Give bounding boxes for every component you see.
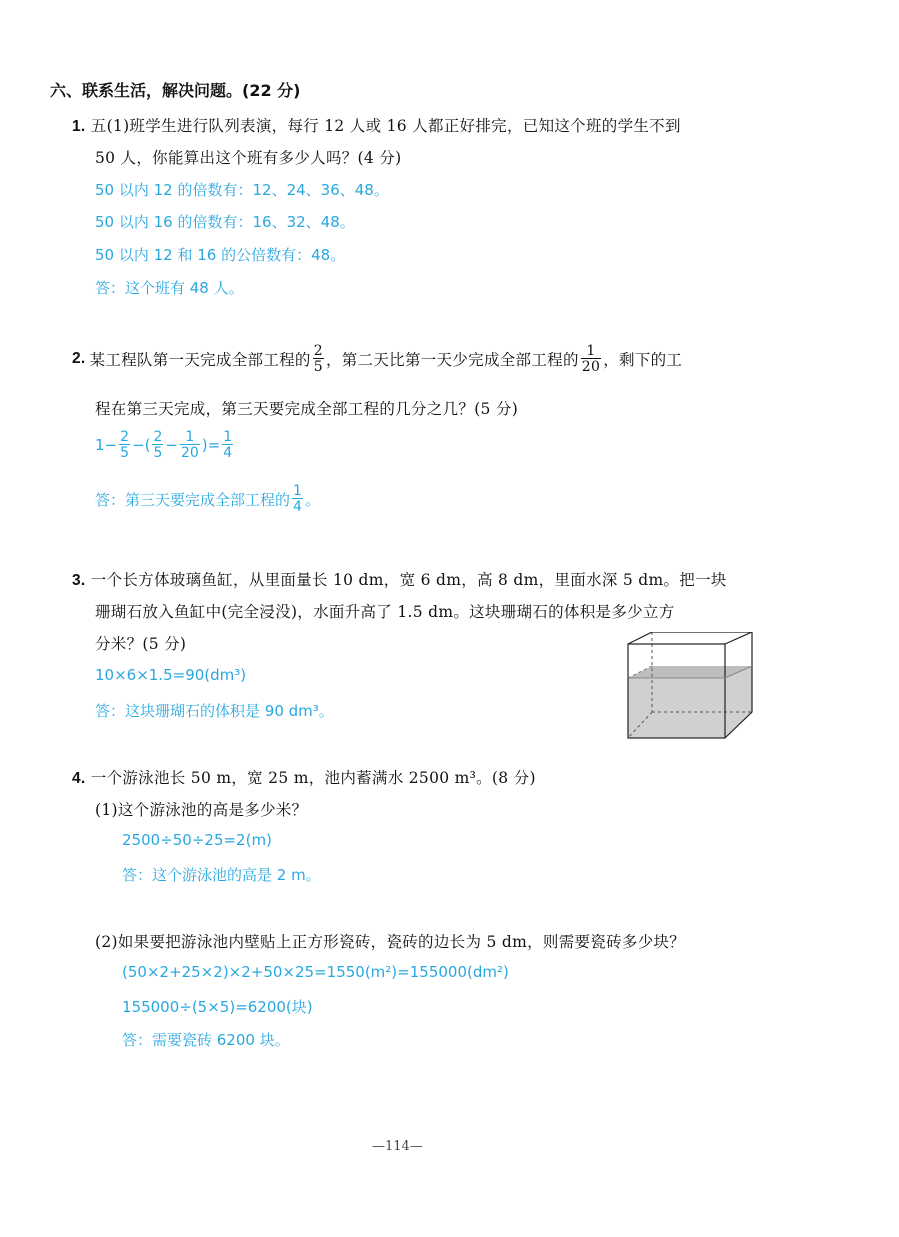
eq-fraction-two-fifths: [119, 430, 130, 460]
fraction-numerator: 2: [120, 429, 130, 445]
section-title: 六、联系生活，解决问题。(22 分): [50, 81, 301, 100]
question-4-sub-1-answer-2: 答：这个游泳池的高是 2 m。: [122, 866, 321, 884]
question-3-text-3: 分米？(5 分): [95, 635, 187, 653]
fraction-denominator: 5: [313, 359, 323, 375]
eq-one: 1: [95, 436, 105, 454]
question-1-text-1: 五(1)班学生进行队列表演，每行 12 人或 16 人都正好排完，已知这个班的学生不到: [90, 117, 681, 135]
fraction-one-twentieth: [581, 344, 601, 374]
question-3-text-1: 一个长方体玻璃鱼缸，从里面量长 10 dm，宽 6 dm，高 8 dm，里面水深 5 dm。把一块: [90, 571, 727, 589]
eq-minus-paren: −(: [132, 436, 151, 454]
answer-suffix: 。: [304, 490, 320, 509]
eq-close-equals: )=: [201, 436, 221, 454]
fraction-denominator: 4: [223, 445, 233, 461]
fraction-numerator: 1: [586, 343, 596, 359]
fraction-two-fifths: [313, 344, 324, 374]
answer-fraction: [292, 484, 303, 514]
question-2-number: 2.: [72, 350, 86, 367]
question-2-text-c: ，剩下的工: [603, 351, 683, 369]
fraction-numerator: 1: [223, 429, 233, 445]
question-3-line-1: [72, 568, 727, 590]
question-1-answer-1: 50 以内 12 的倍数有：12、24、36、48。: [95, 181, 389, 199]
fraction-numerator: 1: [185, 429, 195, 445]
fraction-denominator: 5: [120, 445, 130, 461]
question-2-text-a: 某工程队第一天完成全部工程的: [89, 351, 311, 369]
eq-fraction-one-twentieth: [180, 430, 200, 460]
question-1-answer-4: 答：这个班有 48 人。: [95, 279, 244, 297]
fraction-numerator: 2: [313, 343, 323, 359]
question-4-sub-2: (2)如果要把游泳池内壁贴上正方形瓷砖，瓷砖的边长为 5 dm，则需要瓷砖多少块？: [95, 933, 686, 951]
question-1-answer-2: 50 以内 16 的倍数有：16、32、48。: [95, 213, 355, 231]
question-4-line-1: [72, 766, 536, 788]
eq-minus-2: −: [165, 436, 178, 454]
question-4-number: 4.: [72, 770, 86, 787]
eq-fraction-two-fifths-2: [152, 430, 163, 460]
fraction-denominator: 20: [581, 359, 601, 375]
fraction-numerator: 2: [153, 429, 163, 445]
fraction-denominator: 4: [293, 499, 302, 515]
fish-tank-illustration: [625, 632, 755, 742]
fraction-denominator: 20: [180, 445, 199, 461]
eq-result-fraction: [222, 430, 233, 460]
question-1-line-1: [72, 114, 681, 136]
question-3-answer-1: 10×6×1.5=90(dm³): [95, 666, 247, 684]
question-1-number: 1.: [72, 118, 86, 135]
question-2-text-2: 程在第三天完成，第三天要完成全部工程的几分之几？(5 分): [95, 400, 519, 418]
question-3-answer-2: 答：这块珊瑚石的体积是 90 dm³。: [95, 702, 334, 720]
question-1-answer-3: 50 以内 12 和 16 的公倍数有：48。: [95, 246, 346, 264]
question-2-line-1: [72, 344, 682, 374]
eq-minus: −: [104, 436, 118, 454]
question-2-answer: [95, 484, 320, 514]
question-4-sub-2-answer-2: 155000÷(5×5)=6200(块): [122, 998, 313, 1016]
question-4-sub-1: (1)这个游泳池的高是多少米？: [95, 801, 308, 819]
question-2-equation: [95, 430, 235, 460]
question-3-number: 3.: [72, 572, 86, 589]
question-3-text-2: 珊瑚石放入鱼缸中(完全浸没)，水面升高了 1.5 dm。这块珊瑚石的体积是多少立方: [95, 603, 675, 621]
question-2-text-b: ，第二天比第一天少完成全部工程的: [325, 351, 579, 369]
question-4-sub-2-answer-3: 答：需要瓷砖 6200 块。: [122, 1031, 290, 1049]
answer-prefix: 答：第三天要完成全部工程的: [95, 490, 291, 509]
question-4-sub-1-answer-1: 2500÷50÷25=2(m): [122, 831, 272, 849]
fraction-numerator: 1: [293, 483, 302, 499]
question-4-text-1: 一个游泳池长 50 m，宽 25 m，池内蓄满水 2500 m³。(8 分): [90, 769, 536, 787]
question-4-sub-2-answer-1: (50×2+25×2)×2+50×25=1550(m²)=155000(dm²): [122, 963, 509, 981]
page-number: —114—: [372, 1139, 423, 1154]
question-1-text-2: 50 人，你能算出这个班有多少人吗？(4 分): [95, 149, 402, 167]
fraction-denominator: 5: [153, 445, 163, 461]
